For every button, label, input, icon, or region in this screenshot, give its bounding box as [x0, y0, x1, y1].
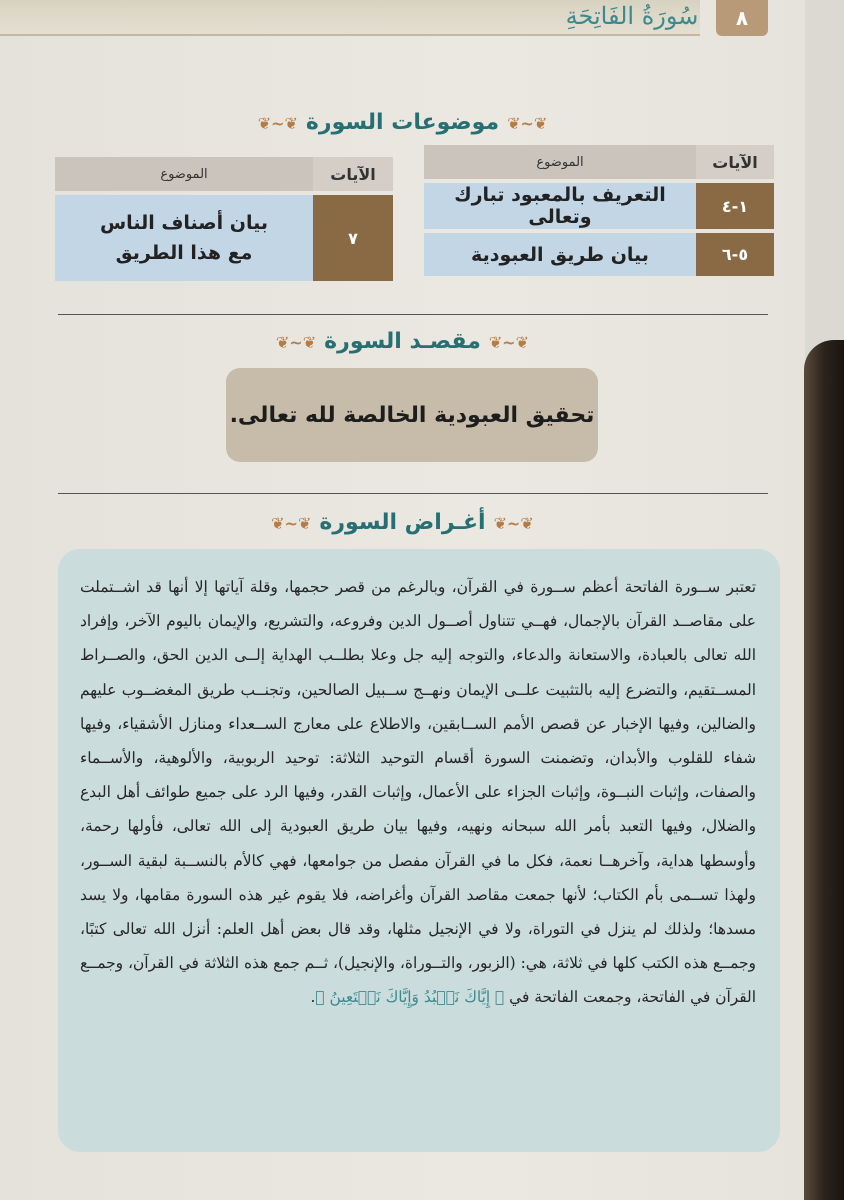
maqsad-text: تحقيق العبودية الخالصة لله تعالى.	[229, 402, 595, 428]
table-header-topic: الموضوع	[424, 145, 696, 179]
divider	[58, 314, 768, 315]
ayat-cell: ٥-٦	[696, 233, 774, 276]
aghrad-body: تعتبر ســورة الفاتحة أعظم ســورة في القرآن، وبالرغم من قصر حجمها، وقلة آياتها إلا أنها قد اشــتملت على مقاصــد القرآن بالإجمال، فهــي تتناول أصــول الدين وفروعه، والتشريع، والإيمان باليوم الآخر، وإفراد الله تعالى بالعبادة، والاستعانة والدعاء، والتوجه إليه جل وعلا بطلــب الهداية إلــى الدين الحق، والصــراط المســتقيم، والتضرع إليه بالتثبيت علــى الإيمان ونهــج ســبيل الصالحين، وتجنــب طريق المغضــوب عليهم والضالين، وفيها الإخبار عن قصص الأمم الســابقين، والاطلاع على معارج الســعداء ومنازل الأشقياء، وفيها شفاء للقلوب والأبدان، وتضمنت السورة أقسام التوحيد الثلاثة: توحيد الربوبية، والألوهية، والأســماء والصفات، وإثبات النبــوة، وإثبات الجزاء على الأعمال، وإثبات القدر، وفيها الرد على جميع طوائف أهل البدع والضلال، وفيها التعبد بأمر الله سبحانه ونهيه، وفيها بيان طريق العبودية إلى الله تعالى، فأولها رحمة، وأوسطها هداية، وآخرهــا نعمة، فكل ما في القرآن مفصل من جوامعها، فهي كالأم بالنســبة لبقية الســور، ولهذا تســمى بأم الكتاب؛ لأنها جمعت مقاصد القرآن وأغراضه، فلا يقوم غير هذه السورة مقامها، ولا يسد مسدها؛ ولذلك لم ينزل في التوراة، ولا في الإنجيل مثلها، وقد قال بعض أهل العلم: أنزل الله تعالى كتبًا، وجمــع هذه الكتب كلها في ثلاثة، هي: (الزبور، والتــوراة، والإنجيل)، ثــم جمع هذه الثلاثة في القرآن، وجمــع القرآن في الفاتحة، وجمعت الفاتحة في	[80, 578, 756, 1007]
quran-quote: ﴿ إِيَّاكَ نَعۡبُدُ وَإِيَّاكَ نَسۡتَعِينُ ﴾	[315, 988, 505, 1007]
topics-table-2	[55, 153, 393, 285]
aghrad-paragraph	[80, 570, 756, 1015]
divider	[58, 493, 768, 494]
table-header-ayat: الآيات	[696, 145, 774, 179]
topic-cell	[55, 195, 313, 281]
ayat-cell: ١-٤	[696, 183, 774, 229]
sentence-end: .	[310, 988, 316, 1007]
ornament-icon: ❦∽❦	[493, 513, 534, 533]
topic-cell: بيان طريق العبودية	[424, 233, 696, 276]
ayat-cell: ٧	[313, 195, 393, 281]
aghrad-title: أغـراض السورة	[319, 510, 486, 535]
topic-line: مع هذا الطريق	[115, 242, 253, 264]
hand-holding-book	[804, 340, 844, 1200]
ornament-icon: ❦∽❦	[507, 113, 548, 133]
maqsad-heading	[0, 329, 805, 354]
topics-title: موضوعات السورة	[305, 110, 500, 135]
maqsad-title: مقصـد السورة	[324, 329, 481, 354]
topics-table-1	[424, 141, 774, 280]
surah-title: سُورَةُ الفَاتِحَةِ	[565, 2, 699, 30]
page-number: ٨	[716, 0, 768, 36]
ornament-icon: ❦∽❦	[271, 513, 312, 533]
topics-heading	[0, 110, 805, 135]
maqsad-box	[226, 368, 598, 462]
table-row	[424, 183, 774, 229]
ornament-icon: ❦∽❦	[257, 113, 298, 133]
table-header-ayat: الآيات	[313, 157, 393, 191]
page-header	[0, 0, 790, 40]
aghrad-heading	[0, 510, 805, 535]
ornament-icon: ❦∽❦	[488, 332, 530, 352]
topic-line: بيان أصناف الناس	[99, 212, 269, 234]
table-header-topic: الموضوع	[55, 157, 313, 191]
ornament-icon: ❦∽❦	[275, 332, 317, 352]
table-row	[55, 195, 393, 281]
topic-cell: التعريف بالمعبود تبارك وتعالى	[424, 183, 696, 229]
aghrad-box	[58, 549, 780, 1152]
table-row	[424, 233, 774, 276]
